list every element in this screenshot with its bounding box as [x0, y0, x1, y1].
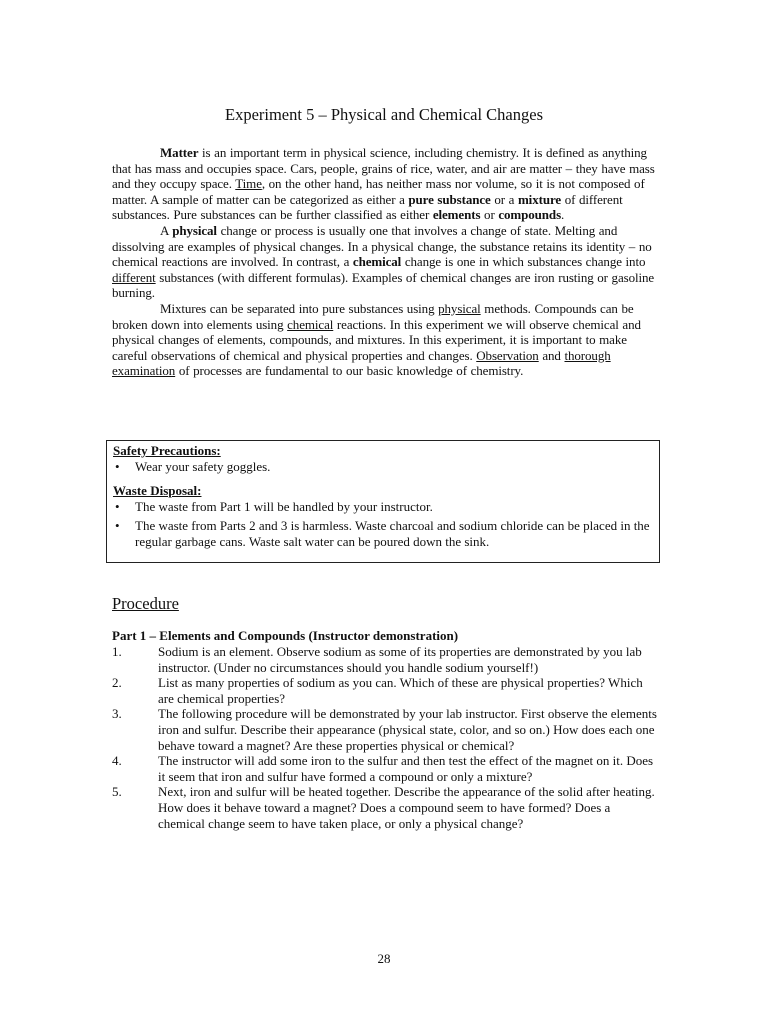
- procedure-steps: [112, 644, 660, 831]
- procedure-step: [112, 706, 660, 753]
- safety-item: [113, 459, 653, 475]
- bold-term: compounds: [498, 207, 562, 223]
- underlined-term: thorough examination: [112, 347, 611, 379]
- step-text: List as many properties of sodium as you can. Which of these are physical properties? Which are chemical properties?: [158, 675, 643, 706]
- bold-term: mixture: [517, 191, 562, 207]
- step-number: 5.: [112, 784, 122, 800]
- waste-item-text: The waste from Part 1 will be handled by your instructor.: [135, 498, 433, 514]
- waste-item: [113, 499, 653, 515]
- underlined-term: Time: [235, 176, 262, 192]
- procedure-heading: Procedure: [112, 594, 179, 613]
- intro-section: [112, 145, 658, 379]
- waste-list: [113, 499, 653, 550]
- step-number: 2.: [112, 675, 122, 691]
- safety-waste-box: [106, 440, 660, 563]
- procedure-step: [112, 644, 660, 675]
- bullet-icon: •: [115, 498, 120, 514]
- step-text: Sodium is an element. Observe sodium as some of its properties are demonstrated by you lab instructor. (Under no circumstances should you handle sodium yourself!): [158, 644, 642, 675]
- waste-disposal-heading: Waste Disposal:: [113, 483, 202, 499]
- safety-item-text: Wear your safety goggles.: [135, 458, 271, 474]
- step-number: 3.: [112, 706, 122, 722]
- intro-paragraph-physical-change: A physical change or process is usually one that involves a change of state. Melting and dissolving are examples of physical changes. In a physical change, the substance retains its identity – no chemical reactions are involved. In contrast, a chemical change is one in which substances change into different substances (with different formulas). Examples of chemical changes are iron rusting or gasoline burning.: [112, 222, 655, 301]
- underlined-term: Observation: [476, 347, 539, 363]
- bold-term: chemical: [352, 254, 402, 270]
- bold-term: elements: [432, 207, 481, 223]
- bold-term: pure substance: [408, 191, 491, 207]
- bullet-icon: •: [115, 518, 120, 534]
- intro-paragraph-mixtures: Mixtures can be separated into pure substances using physical methods. Compounds can be broken down into elements using chemical reactions. In this experiment we will observe chemical and physical changes of elements, compounds, and mixtures. In this experiment, it is important to make careful observations of chemical and physical properties and changes. Observation and thorough examination of processes are fundamental to our basic knowledge of chemistry.: [112, 300, 641, 379]
- step-text: The following procedure will be demonstrated by your lab instructor. First observe the elements iron and sulfur. Describe their appearance (physical state, color, and so on.) How does each one behave toward a magnet? Are these properties physical or chemical?: [158, 706, 657, 753]
- procedure-step: [112, 753, 660, 784]
- underlined-term: physical: [438, 300, 481, 316]
- step-text: The instructor will add some iron to the sulfur and then test the effect of the magnet on it. Does it seem that iron and sulfur have formed a compound or only a mixture?: [158, 753, 654, 784]
- part-1-heading: Part 1 – Elements and Compounds (Instructor demonstration): [112, 628, 459, 643]
- waste-item: [113, 518, 653, 549]
- procedure-step: [112, 784, 660, 831]
- bold-term: Matter: [160, 145, 199, 160]
- waste-item-text: The waste from Parts 2 and 3 is harmless. Waste charcoal and sodium chloride can be placed in the regular garbage cans. Waste salt water can be poured down the sink.: [135, 518, 650, 549]
- intro-paragraph-matter: Matter is an important term in physical science, including chemistry. It is defined as anything that has mass and occupies space. Cars, people, grains of rice, water, and air are matter – they have mass and they occupy space. Time, on the other hand, has neither mass nor volume, so it is not composed of matter. A sample of matter can be categorized as either a pure substance or a mixture of different substances. Pure substances can be further classified as either elements or compounds.: [112, 145, 655, 223]
- page-title: Experiment 5 – Physical and Chemical Changes: [224, 105, 543, 124]
- safety-precautions-heading: Safety Precautions:: [113, 443, 221, 458]
- procedure-step: [112, 675, 660, 706]
- underlined-term: chemical: [287, 316, 334, 332]
- page-number: 28: [377, 951, 391, 966]
- step-number: 4.: [112, 753, 122, 769]
- bullet-icon: •: [115, 458, 120, 474]
- step-number: 1.: [112, 644, 122, 659]
- step-text: Next, iron and sulfur will be heated together. Describe the appearance of the solid after heating. How does it behave toward a magnet? Does a compound seem to have formed? Does a chemical change seem to have taken place, or only a physical change?: [158, 784, 655, 831]
- underlined-term: different: [112, 269, 156, 285]
- safety-list: [113, 459, 653, 475]
- bold-term: physical: [172, 222, 217, 238]
